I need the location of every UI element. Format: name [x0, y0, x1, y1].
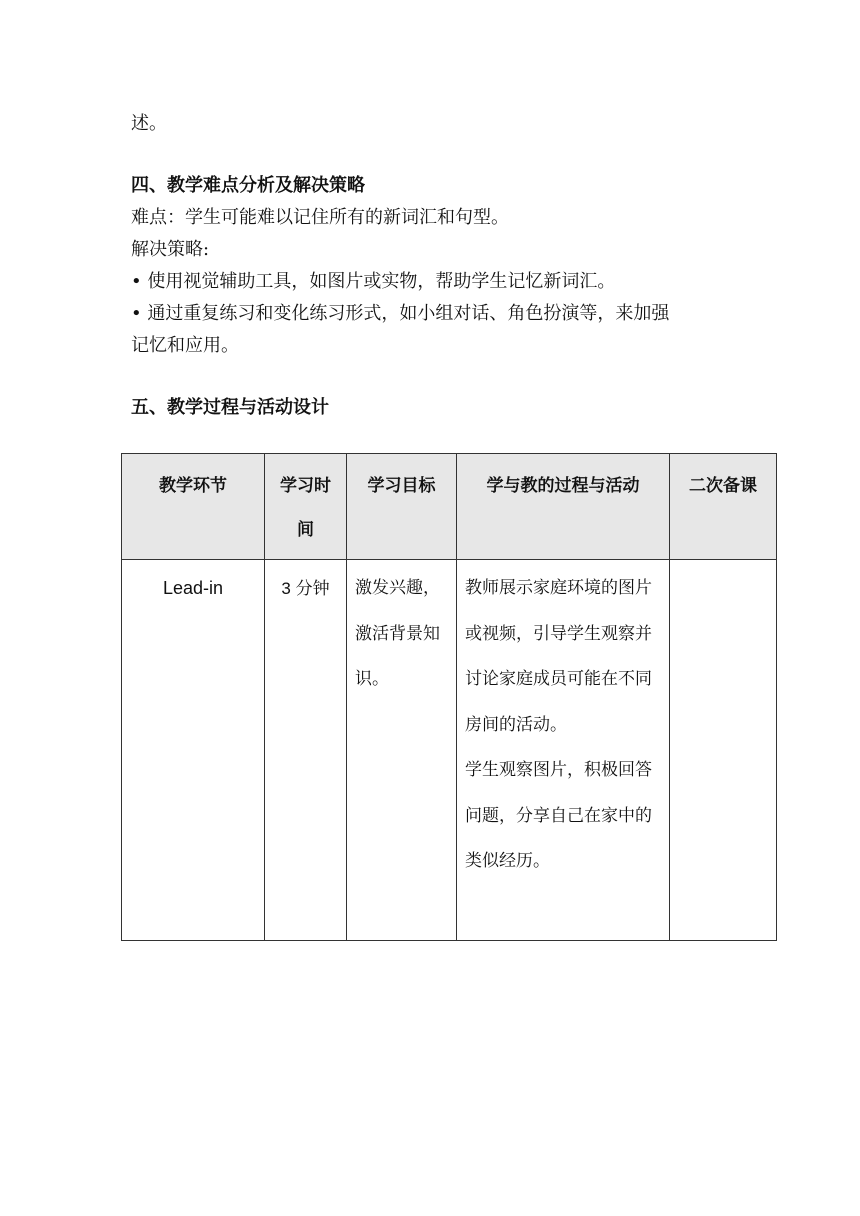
difficulty-text: 难点：学生可能难以记住所有的新词汇和句型。 [131, 207, 509, 228]
cell-time: 3 分钟 [265, 560, 347, 941]
header-time: 学习时间 [265, 454, 347, 560]
header-stage: 教学环节 [122, 454, 265, 560]
section-4-heading: 四、教学难点分析及解决策略 [131, 175, 365, 196]
section-5-heading: 五、教学过程与活动设计 [131, 397, 329, 418]
cell-process [457, 560, 670, 941]
cell-stage: Lead-in [122, 560, 265, 941]
paragraph-tail: 述。 [131, 113, 167, 134]
lesson-process-table [121, 453, 777, 941]
header-process: 学与教的过程与活动 [457, 454, 670, 560]
cell-prep [670, 560, 777, 941]
table-row [122, 560, 777, 941]
header-goal: 学习目标 [347, 454, 457, 560]
table-header-row [122, 454, 777, 560]
process-teacher: 教师展示家庭环境的图片或视频，引导学生观察并讨论家庭成员可能在不同房间的活动。 [465, 578, 652, 735]
cell-goal: 激发兴趣，激活背景知识。 [347, 560, 457, 941]
process-student: 学生观察图片，积极回答问题，分享自己在家中的类似经历。 [465, 760, 652, 871]
strategy-bullet-1: • 使用视觉辅助工具，如图片或实物，帮助学生记忆新词汇。 [131, 271, 616, 292]
strategy-bullet-2: • 通过重复练习和变化练习形式，如小组对话、角色扮演等，来加强 [131, 303, 670, 324]
header-prep: 二次备课 [670, 454, 777, 560]
strategy-bullet-2-continued: 记忆和应用。 [131, 335, 239, 356]
strategy-label: 解决策略: [131, 239, 210, 260]
